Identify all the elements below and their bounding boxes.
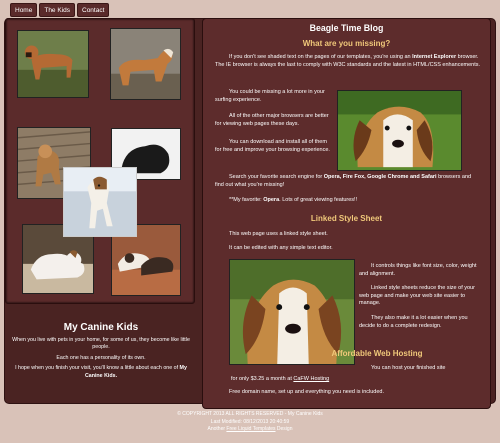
paragraph: You can download and install all of them for free and improve your browsing experience. bbox=[215, 139, 330, 153]
browser-paragraph: Search your favorite search engine for Opera, Fire Fox, Google Chrome and Safari browsers and find out what you're missing! bbox=[215, 174, 472, 188]
page-title: Beagle Time Blog bbox=[309, 23, 384, 33]
paragraph: You can host your finished site bbox=[371, 365, 446, 371]
cafw-hosting-link[interactable]: CaFW Hosting bbox=[293, 376, 330, 382]
paragraph: It controls things like font size, color, weight and alignment. bbox=[359, 263, 477, 277]
sidebar-paragraph: When you live with pets in your home, for some of us, they become like little people. bbox=[12, 337, 190, 351]
sidebar-paragraph: Each one has a personality of its own. bbox=[56, 354, 146, 361]
nav-the-kids[interactable]: The Kids bbox=[39, 3, 75, 17]
hosting-paragraph: for only $3.25 a month at CaFW Hosting bbox=[231, 376, 330, 382]
section-heading-hosting: Affordable Web Hosting bbox=[331, 349, 423, 358]
paragraph: You could be missing a lot more in your surfing experience. bbox=[215, 89, 325, 103]
main-content bbox=[202, 18, 491, 409]
last-modified-text: Last Modified: 08/12/2013 20:40:59 bbox=[210, 418, 290, 425]
section-heading-missing: What are you missing? bbox=[302, 39, 391, 48]
paragraph: Linked style sheets reduce the size of your web page and make your web site easier to manage. bbox=[359, 285, 475, 306]
gallery-photo-tan-dog[interactable] bbox=[110, 28, 181, 100]
photo-gallery bbox=[5, 18, 195, 304]
paragraph: Free domain name, set up and everything you need is included. bbox=[229, 389, 385, 395]
top-nav bbox=[10, 3, 109, 17]
nav-contact[interactable]: Contact bbox=[77, 3, 109, 17]
sidebar-paragraph: I hope when you finish your visit, you'll know a little about each one of My Canine Kids. bbox=[15, 365, 187, 379]
nav-home[interactable]: Home bbox=[10, 3, 37, 17]
paragraph: It can be edited with any simple text editor. bbox=[229, 245, 333, 251]
credit-text: Another Free Liquid Templates Design bbox=[207, 426, 293, 432]
paragraph: This web page uses a linked style sheet. bbox=[229, 231, 328, 237]
gallery-photo-boxer[interactable] bbox=[17, 30, 89, 98]
beagle-photo-1 bbox=[337, 90, 462, 171]
sidebar-intro bbox=[8, 322, 194, 383]
intro-paragraph: If you don't see shaded text on the pages of our templates, you're using an Internet Explorer browser. The IE browser is always the last to comply with W3C standards and the latest in HTML/CSS enhancements. bbox=[215, 54, 481, 68]
gallery-photo-jack-russell[interactable] bbox=[63, 167, 137, 237]
footer bbox=[0, 411, 500, 434]
favorite-paragraph: **My favorite: Opera. Lots of great viewing features!! bbox=[229, 197, 358, 203]
sidebar-title: My Canine Kids bbox=[63, 322, 139, 333]
free-liquid-templates-link[interactable]: Free Liquid Templates bbox=[226, 426, 276, 432]
section-heading-stylesheet: Linked Style Sheet bbox=[310, 214, 383, 223]
paragraph: All of the other major browsers are better for viewing web pages these days. bbox=[215, 113, 329, 127]
copyright-text: © COPYRIGHT 2013 ALL RIGHTS RESERVED - My Canine Kids bbox=[177, 411, 323, 417]
paragraph: They also make it a lot easier when you decide to do a complete redesign. bbox=[359, 315, 468, 329]
